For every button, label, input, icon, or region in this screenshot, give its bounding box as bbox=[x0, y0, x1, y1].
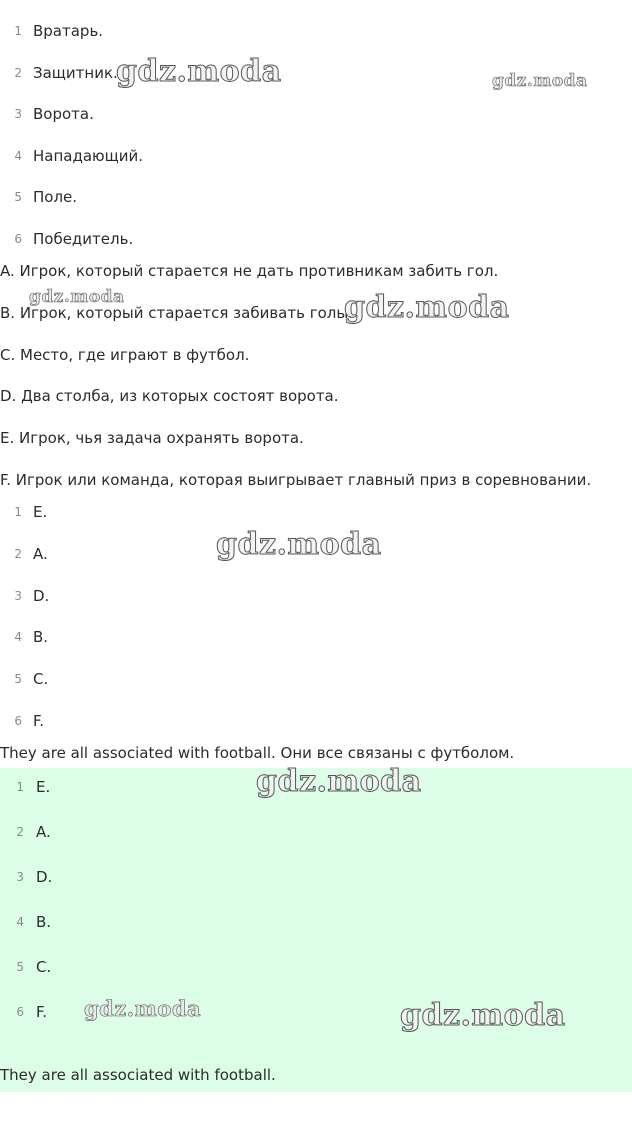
item-number: 2 bbox=[14, 66, 22, 80]
watermark-logo: gdz.moda bbox=[344, 290, 510, 325]
item-number: 6 bbox=[14, 232, 22, 246]
item-number: 1 bbox=[16, 780, 24, 794]
watermark-logo: gdz.moda bbox=[29, 287, 125, 307]
item-text: Вратарь. bbox=[33, 22, 104, 40]
definition-item: B. Игрок, который старается забивать голы. bbox=[0, 304, 353, 322]
item-number: 5 bbox=[14, 190, 22, 204]
item-number: 2 bbox=[16, 825, 24, 839]
item-text: Нападающий. bbox=[33, 147, 144, 165]
definition-item: C. Место, где играют в футбол. bbox=[0, 346, 250, 364]
note-text: They are all associated with football. Они все связаны с футболом. bbox=[0, 744, 515, 762]
item-number: 3 bbox=[16, 870, 24, 884]
item-text: A. bbox=[33, 545, 48, 563]
item-text: B. bbox=[33, 628, 49, 646]
watermark-logo: gdz.moda bbox=[492, 71, 588, 91]
item-number: 4 bbox=[14, 149, 22, 163]
definition-item: A. Игрок, который старается не дать противникам забить гол. bbox=[0, 262, 499, 280]
answer-panel bbox=[0, 768, 632, 1092]
item-number: 4 bbox=[14, 630, 22, 644]
item-number: 4 bbox=[16, 915, 24, 929]
item-number: 1 bbox=[14, 24, 22, 38]
item-text: A. bbox=[36, 823, 51, 841]
watermark-logo: gdz.moda bbox=[116, 54, 282, 89]
item-text: E. bbox=[36, 778, 51, 796]
note-text: They are all associated with football. bbox=[0, 1066, 276, 1084]
item-number: 6 bbox=[14, 714, 22, 728]
item-number: 3 bbox=[14, 107, 22, 121]
definition-item: D. Два столба, из которых состоят ворота. bbox=[0, 387, 339, 405]
item-text: B. bbox=[36, 913, 52, 931]
item-text: F. bbox=[33, 712, 44, 730]
item-text: Победитель. bbox=[33, 230, 134, 248]
item-text: D. bbox=[36, 868, 53, 886]
item-number: 1 bbox=[14, 505, 22, 519]
watermark-logo: gdz.moda bbox=[216, 527, 382, 562]
item-text: Защитник. bbox=[33, 64, 118, 82]
item-text: E. bbox=[33, 503, 48, 521]
item-text: C. bbox=[36, 958, 52, 976]
item-number: 6 bbox=[16, 1005, 24, 1019]
item-number: 5 bbox=[16, 960, 24, 974]
item-number: 3 bbox=[14, 589, 22, 603]
definition-item: E. Игрок, чья задача охранять ворота. bbox=[0, 429, 304, 447]
item-text: C. bbox=[33, 670, 49, 688]
watermark-logo: gdz.moda bbox=[400, 998, 566, 1033]
item-text: Ворота. bbox=[33, 105, 94, 123]
item-number: 2 bbox=[14, 547, 22, 561]
definition-item: F. Игрок или команда, которая выигрывает главный приз в соревновании. bbox=[0, 471, 592, 489]
watermark-logo: gdz.moda bbox=[84, 996, 202, 1021]
watermark-logo: gdz.moda bbox=[256, 764, 422, 799]
item-text: D. bbox=[33, 587, 50, 605]
item-text: F. bbox=[36, 1003, 47, 1021]
item-number: 5 bbox=[14, 672, 22, 686]
item-text: Поле. bbox=[33, 188, 78, 206]
